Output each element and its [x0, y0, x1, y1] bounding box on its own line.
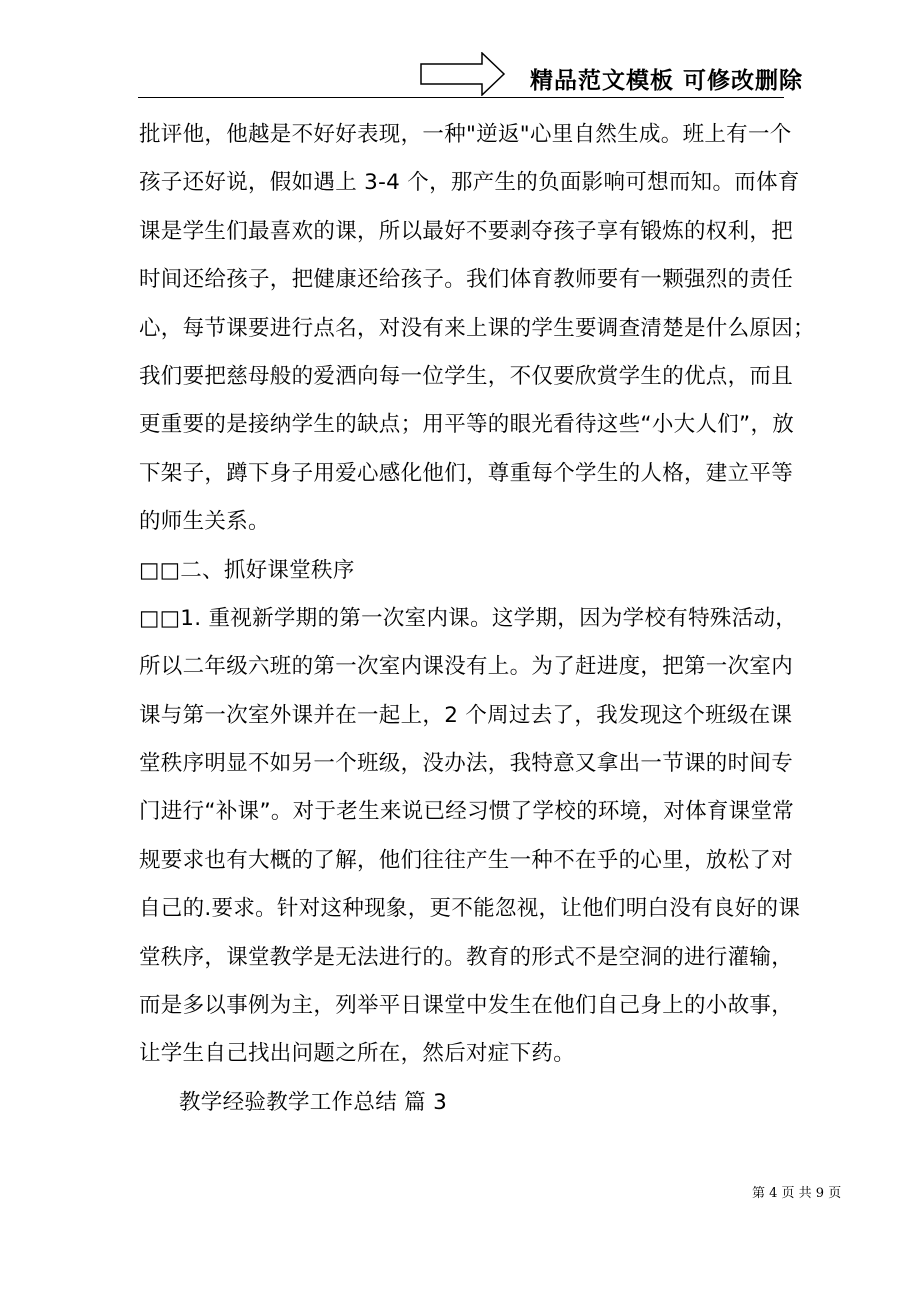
body-line: 自己的.要求。针对这种现象，更不能忽视，让他们明白没有良好的课 [139, 896, 801, 922]
body-line: 门进行“补课”。对于老生来说已经习惯了学校的环境，对体育课堂常 [139, 799, 795, 825]
body-line: 规要求也有大概的了解，他们往往产生一种不在乎的心里，放松了对 [139, 847, 794, 873]
body-line: 课是学生们最喜欢的课，所以最好不要剥夺孩子享有锻炼的权利，把 [139, 218, 794, 244]
body-line: 更重要的是接纳学生的缺点；用平等的眼光看待这些“小大人们”，放 [139, 412, 795, 438]
body-line: 心，每节课要进行点名，对没有来上课的学生要调查清楚是什么原因； [139, 315, 815, 341]
body-line: □□1. 重视新学期的第一次室内课。这学期，因为学校有特殊活动， [139, 605, 798, 631]
header-title: 精品范文模板 可修改删除 [530, 68, 804, 94]
right-arrow-icon [420, 52, 506, 96]
header-divider [138, 97, 784, 98]
body-line: 堂秩序明显不如另一个班级，没办法，我特意又拿出一节课的时间专 [139, 751, 794, 777]
body-line: 让学生自己找出问题之所在，然后对症下药。 [139, 1041, 576, 1067]
subheading: □□二、抓好课堂秩序 [139, 557, 355, 583]
body-line: 下架子，蹲下身子用爱心感化他们，尊重每个学生的人格，建立平等 [139, 460, 794, 486]
body-line: 而是多以事例为主，列举平日课堂中发生在他们自己身上的小故事， [139, 993, 794, 1019]
body-line: 时间还给孩子，把健康还给孩子。我们体育教师要有一颗强烈的责任 [139, 267, 794, 293]
body-line: 孩子还好说，假如遇上 3-4 个，那产生的负面影响可想而知。而体育 [139, 170, 800, 196]
page-number: 第 4 页 共 9 页 [752, 1186, 842, 1201]
document-body [139, 119, 815, 1135]
body-line: 所以二年级六班的第一次室内课没有上。为了赶进度，把第一次室内 [139, 654, 794, 680]
body-line: 的师生关系。 [139, 509, 270, 535]
body-line: 课与第一次室外课并在一起上，2 个周过去了，我发现这个班级在课 [139, 702, 793, 728]
body-line: 堂秩序，课堂教学是无法进行的。教育的形式不是空洞的进行灌输， [139, 944, 794, 970]
section-title: 教学经验教学工作总结 篇 3 [179, 1089, 448, 1115]
body-line: 我们要把慈母般的爱洒向每一位学生，不仅要欣赏学生的优点，而且 [139, 363, 794, 389]
body-line: 批评他，他越是不好好表现，一种"逆返"心里自然生成。班上有一个 [139, 122, 792, 147]
